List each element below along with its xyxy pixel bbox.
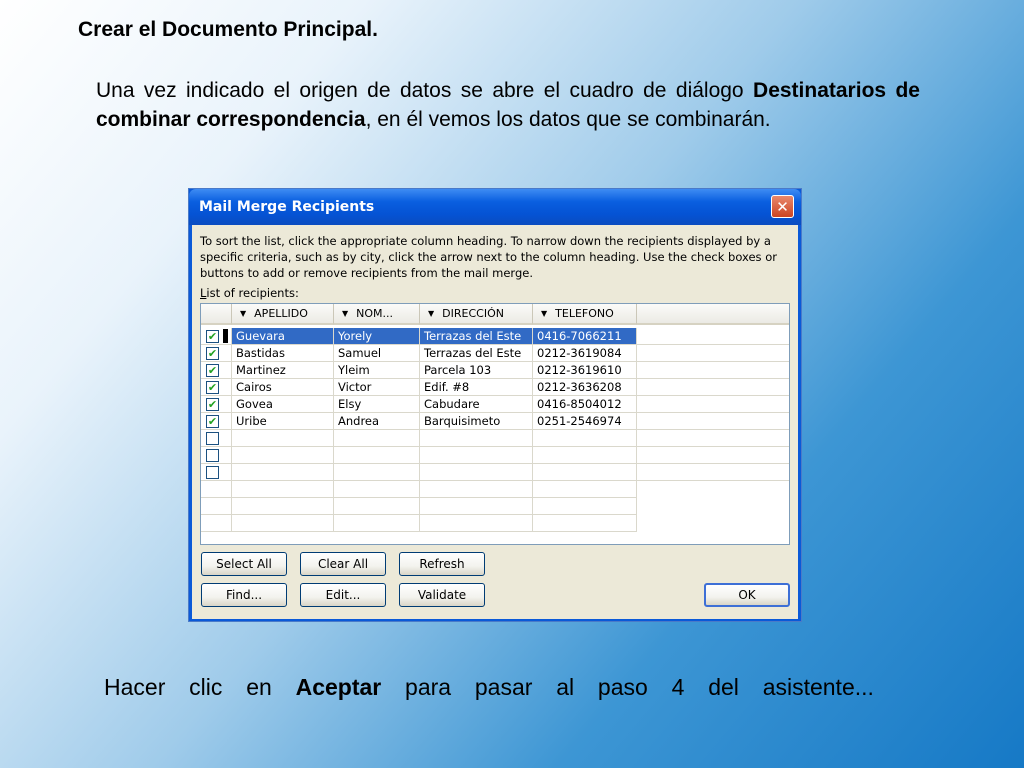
footer-word: 4 [671,674,685,700]
row-checkbox-cell [201,430,232,447]
row-checkbox-cell [201,328,232,345]
empty-cell [201,515,232,532]
cell-filler [637,379,790,396]
cell-nombre: Andrea [334,413,420,430]
table-row[interactable] [201,430,789,447]
slide-title: Crear el Documento Principal. [78,18,378,41]
cell-telefono: 0416-7066211 [533,328,637,345]
cell-direccion [420,464,533,481]
ok-button[interactable]: OK [704,583,790,607]
cell-direccion: Parcela 103 [420,362,533,379]
cell-filler [637,464,790,481]
cell-direccion [420,447,533,464]
cell-apellido: Bastidas [232,345,334,362]
cell-filler [637,396,790,413]
column-header-apellido[interactable]: ▼ APELLIDO [232,304,334,325]
cell-apellido [232,447,334,464]
table-row[interactable] [201,345,789,362]
cell-nombre: Samuel [334,345,420,362]
filter-arrow-icon[interactable]: ▼ [240,309,247,318]
empty-cell [334,515,420,532]
footer-word: Hacer [104,674,166,700]
footer-word: asistente... [762,674,874,700]
intro-text-1: Una vez indicado el origen de datos se abre el cuadro de diálogo [96,79,754,102]
current-row-marker [223,329,228,343]
cell-filler [637,430,790,447]
cell-telefono: 0251-2546974 [533,413,637,430]
cell-nombre [334,464,420,481]
cell-apellido: Guevara [232,328,334,345]
cell-telefono: 0212-3636208 [533,379,637,396]
checked-checkbox[interactable]: ✔ [207,364,218,377]
footer-word: para [405,674,452,700]
column-header-direccion[interactable]: ▼ DIRECCIÓN [420,304,533,325]
cell-telefono: 0212-3619610 [533,362,637,379]
cell-direccion: Terrazas del Este [420,345,533,362]
cell-nombre: Victor [334,379,420,396]
footer-word: del [708,674,739,700]
column-header-telefono[interactable]: ▼ TELEFONO [533,304,637,325]
row-checkbox-cell [201,345,232,362]
cell-telefono: 0416-8504012 [533,396,637,413]
cell-telefono [533,447,637,464]
cell-nombre [334,430,420,447]
select-all-button[interactable]: Select All [201,552,287,576]
list-label: List of recipients: [200,286,299,300]
refresh-button[interactable]: Refresh [399,552,485,576]
footer-word: clic [189,674,223,700]
empty-row [201,481,789,498]
empty-cell [201,481,232,498]
cell-filler [637,328,790,345]
table-row[interactable] [201,362,789,379]
checked-checkbox[interactable]: ✔ [207,381,218,394]
checked-checkbox[interactable]: ✔ [207,347,218,360]
unchecked-checkbox[interactable] [206,449,219,462]
unchecked-checkbox[interactable] [206,466,219,479]
mail-merge-dialog [188,188,802,622]
empty-cell [334,498,420,515]
footer-word: al [556,674,575,700]
empty-cell [232,515,334,532]
footer-instruction [104,674,874,701]
empty-cell [533,481,637,498]
cell-apellido: Cairos [232,379,334,396]
cell-direccion: Cabudare [420,396,533,413]
find-button[interactable]: Find... [201,583,287,607]
cell-nombre: Yleim [334,362,420,379]
empty-cell [420,481,533,498]
table-row[interactable] [201,396,789,413]
empty-cell [232,498,334,515]
empty-cell [232,481,334,498]
clear-all-button[interactable]: Clear All [300,552,386,576]
row-checkbox-cell [201,379,232,396]
footer-word: en [246,674,272,700]
filter-arrow-icon[interactable]: ▼ [541,309,548,318]
cell-telefono [533,430,637,447]
list-header [201,304,789,326]
row-checkbox-cell [201,464,232,481]
cell-apellido: Martinez [232,362,334,379]
dialog-body [192,225,798,619]
cell-filler [637,345,790,362]
edit-button[interactable]: Edit... [300,583,386,607]
column-header-nombre[interactable]: ▼ NOM... [334,304,420,325]
checked-checkbox[interactable]: ✔ [207,415,218,428]
empty-cell [420,498,533,515]
cell-direccion: Terrazas del Este [420,328,533,345]
cell-apellido: Govea [232,396,334,413]
cell-apellido: Uribe [232,413,334,430]
close-icon[interactable]: ✕ [771,195,794,218]
filter-arrow-icon[interactable]: ▼ [342,309,349,318]
header-filler [637,304,790,325]
checked-checkbox[interactable]: ✔ [207,330,218,343]
intro-paragraph [96,76,920,134]
cell-direccion [420,430,533,447]
table-row[interactable] [201,447,789,464]
empty-cell [420,515,533,532]
dialog-instructions: To sort the list, click the appropriate column heading. To narrow down the recipients displayed by a specific criteria, such as by city, click the arrow next to the column heading. Use the check boxes or buttons to add or remove recipients from the mail merge. [200,234,777,280]
table-row[interactable] [201,464,789,481]
row-checkbox-cell [201,396,232,413]
empty-row [201,498,789,515]
cell-apellido [232,464,334,481]
unchecked-checkbox[interactable] [206,432,219,445]
table-row[interactable] [201,328,789,345]
empty-cell [201,498,232,515]
row-checkbox-cell [201,413,232,430]
intro-bold-text: Destinatarios de combinar correspondencia [96,79,920,131]
empty-cell [334,481,420,498]
cell-telefono: 0212-3619084 [533,345,637,362]
empty-row [201,515,789,532]
empty-cell [533,498,637,515]
cell-filler [637,362,790,379]
validate-button[interactable]: Validate [399,583,485,607]
cell-nombre: Elsy [334,396,420,413]
empty-cell [533,515,637,532]
header-checkbox-col [201,304,232,325]
cell-telefono [533,464,637,481]
table-row[interactable] [201,413,789,430]
footer-word: Aceptar [295,674,382,700]
cell-nombre: Yorely [334,328,420,345]
cell-direccion: Barquisimeto [420,413,533,430]
cell-nombre [334,447,420,464]
cell-apellido [232,430,334,447]
list-label-rest: ist of recipients: [206,286,299,300]
cell-filler [637,447,790,464]
intro-text-2: , en él vemos los datos que se combinarán. [365,108,771,131]
footer-word: pasar [474,674,533,700]
table-row[interactable] [201,379,789,396]
cell-filler [637,413,790,430]
footer-word: paso [597,674,648,700]
cell-direccion: Edif. #8 [420,379,533,396]
checked-checkbox[interactable]: ✔ [207,398,218,411]
row-checkbox-cell [201,362,232,379]
row-checkbox-cell [201,447,232,464]
dialog-title: Mail Merge Recipients [199,199,375,215]
filter-arrow-icon[interactable]: ▼ [428,309,435,318]
recipients-list[interactable] [200,303,790,545]
dialog-titlebar[interactable] [189,189,801,225]
